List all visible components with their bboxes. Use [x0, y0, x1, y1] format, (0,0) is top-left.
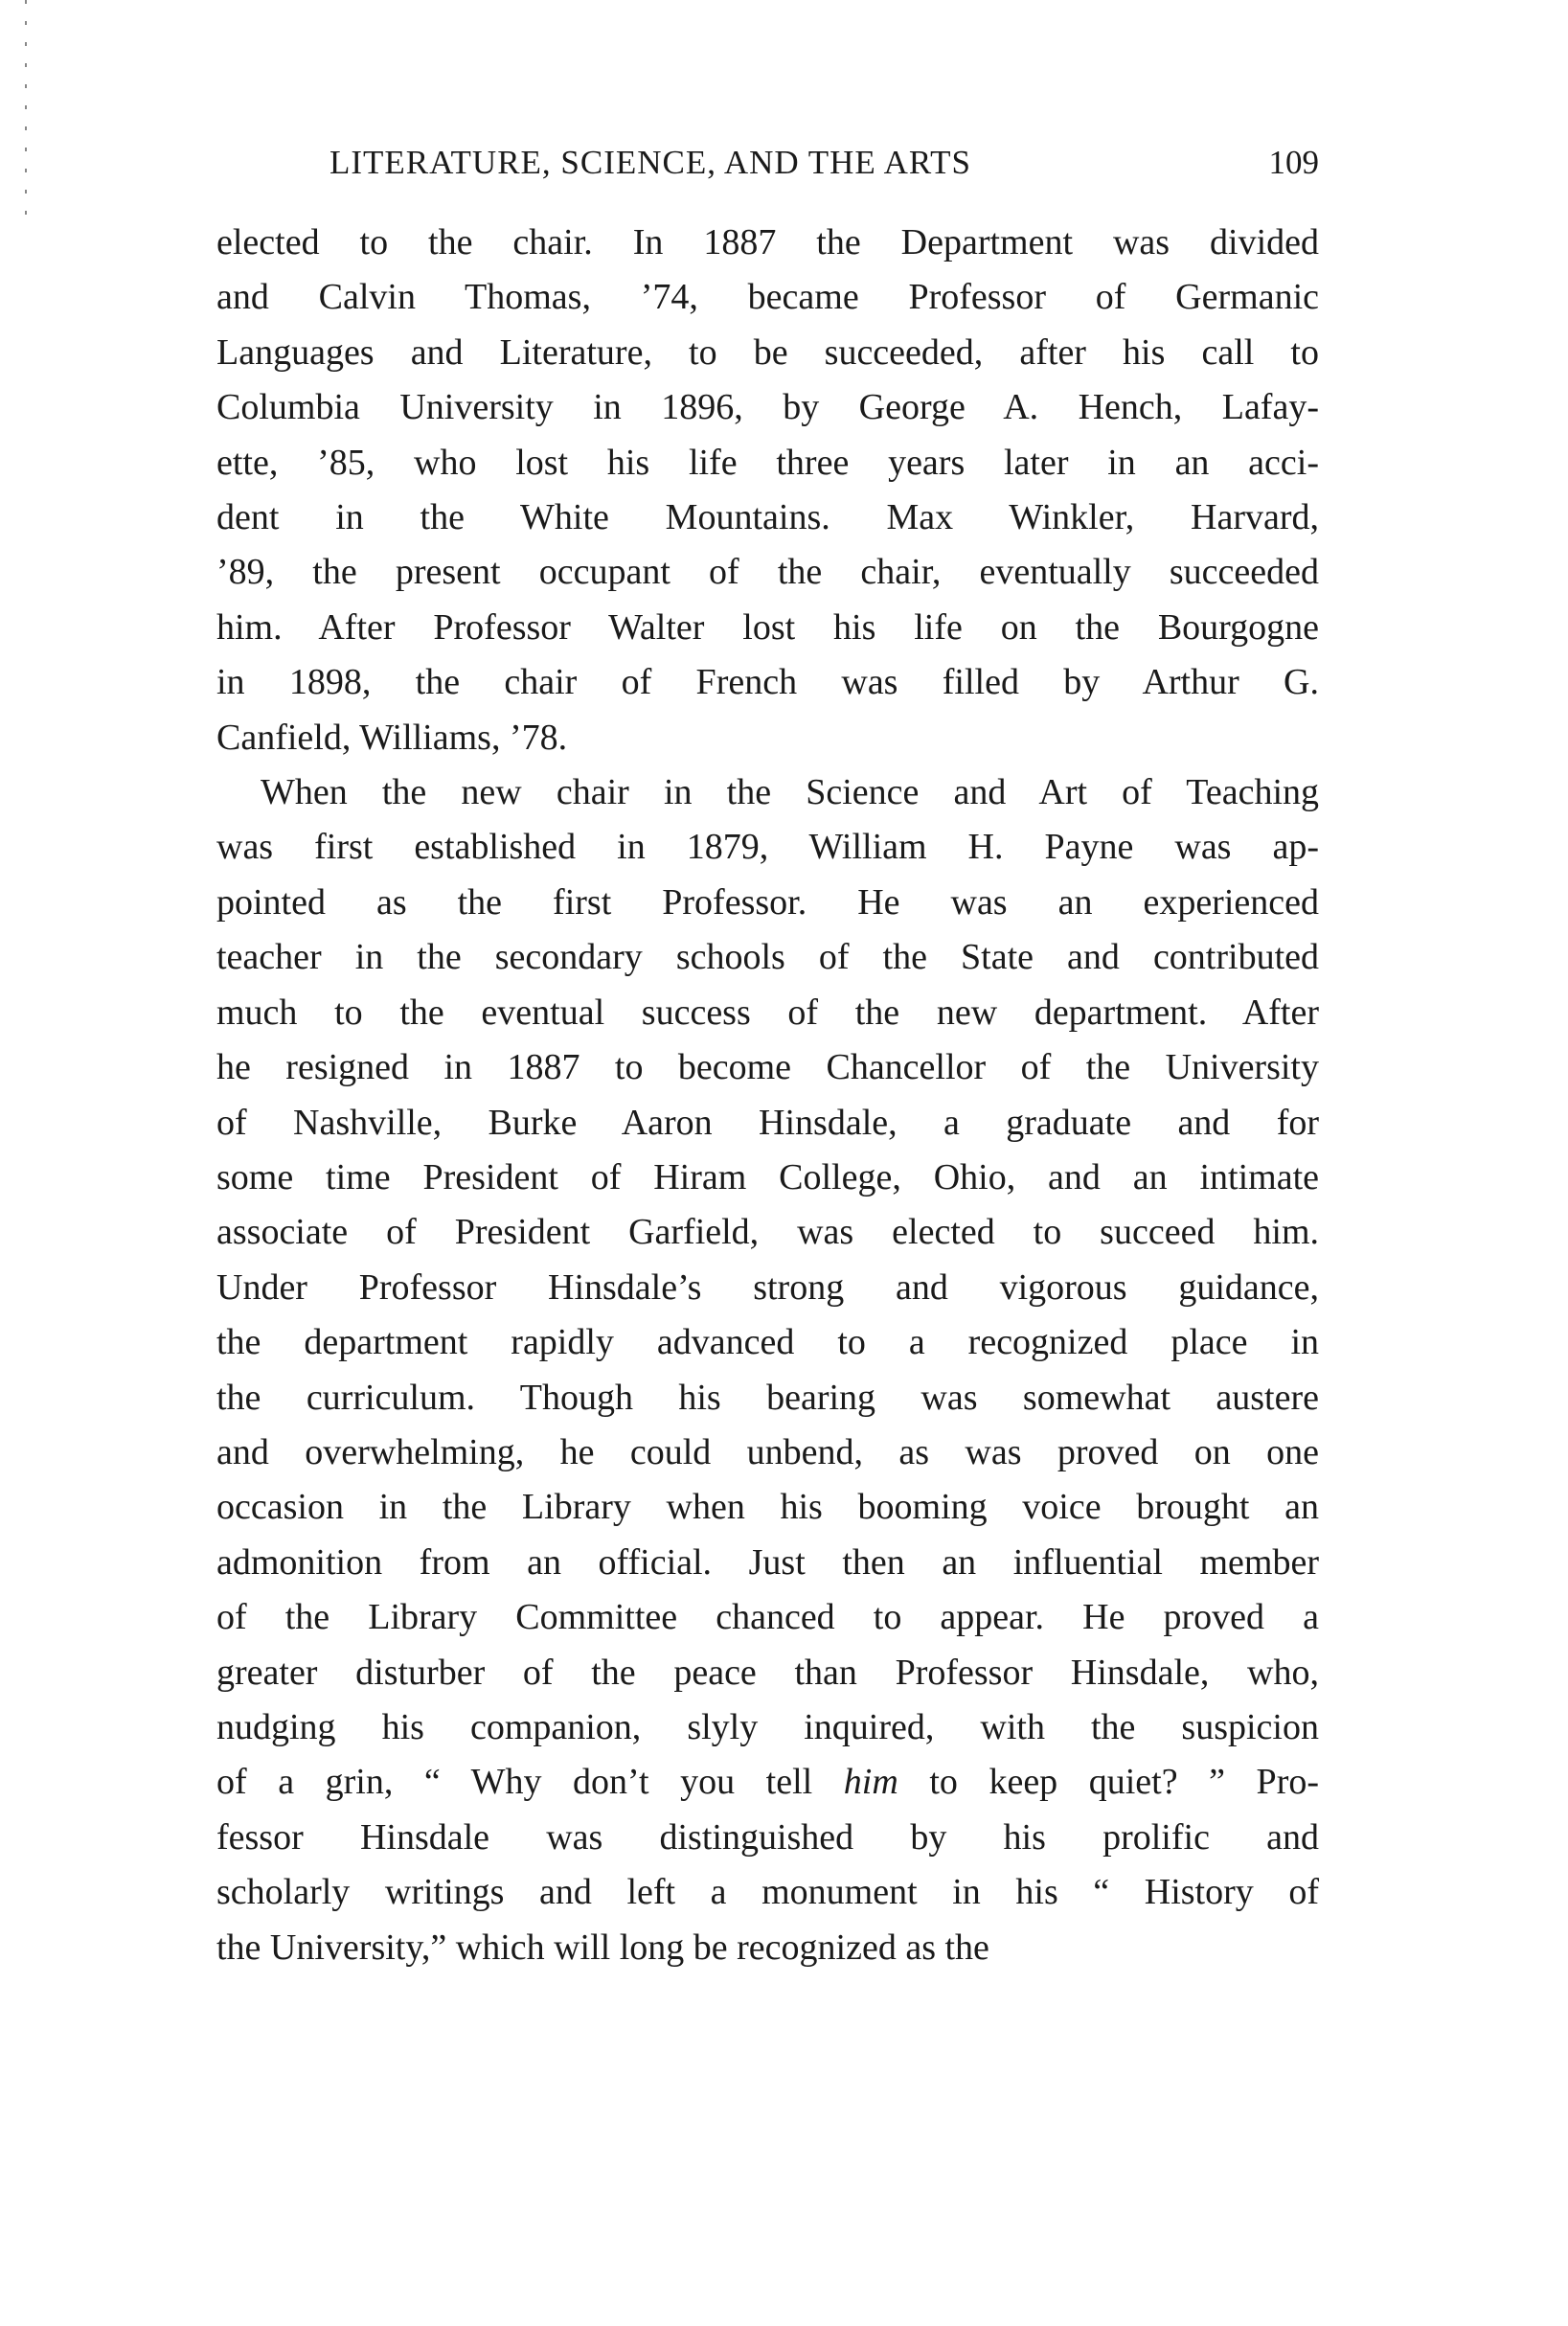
text-line: Canfield, Williams, ’78. — [216, 717, 568, 758]
text-line: of the Library Committee chanced to appear. He proved a — [216, 1597, 1319, 1638]
text-line: nudging his companion, slyly inquired, with the suspicion — [216, 1706, 1319, 1747]
text-line: him. After Professor Walter lost his life on the Bourgogne — [216, 606, 1319, 648]
text-line — [216, 1755, 1319, 1810]
text-segment: of a grin, “ Why don’t you tell — [216, 1762, 844, 1803]
text-line: greater disturber of the peace than Professor Hinsdale, who, — [216, 1652, 1319, 1693]
running-header — [216, 144, 1319, 192]
text-line: much to the eventual success of the new department. After — [216, 992, 1319, 1033]
text-line: ’89, the present occupant of the chair, eventually succeeded — [216, 552, 1319, 593]
paragraph — [216, 765, 1319, 1975]
text-segment: to keep quiet? ” Pro- — [898, 1762, 1319, 1803]
paragraph — [216, 216, 1319, 765]
text-line: fessor Hinsdale was distinguished by his prolific and — [216, 1816, 1319, 1858]
page-number: 109 — [1268, 144, 1319, 181]
text-line: teacher in the secondary schools of the State and contributed — [216, 937, 1319, 978]
text-line: the curriculum. Though his bearing was somewhat austere — [216, 1377, 1319, 1418]
text-line: scholarly writings and left a monument in his “ History of — [216, 1872, 1319, 1913]
text-line: ette, ’85, who lost his life three years later in an acci- — [216, 442, 1319, 483]
italic-emphasis: him — [843, 1762, 898, 1803]
text-line: he resigned in 1887 to become Chancellor of the University — [216, 1047, 1319, 1088]
text-line: Under Professor Hinsdale’s strong and vigorous guidance, — [216, 1266, 1319, 1308]
text-line: pointed as the first Professor. He was an experienced — [216, 881, 1319, 923]
text-line: Languages and Literature, to be succeeded, after his call to — [216, 331, 1319, 373]
text-line: the department rapidly advanced to a recognized place in — [216, 1322, 1319, 1363]
text-line: of Nashville, Burke Aaron Hinsdale, a graduate and for — [216, 1102, 1319, 1143]
scan-edge-mark — [25, 0, 27, 230]
text-line: some time President of Hiram College, Ohio, and an intimate — [216, 1156, 1319, 1197]
page-body — [216, 216, 1319, 1975]
running-header-title: LITERATURE, SCIENCE, AND THE ARTS — [330, 144, 971, 181]
text-line: admonition from an official. Just then an influential member — [216, 1541, 1319, 1583]
text-line: was first established in 1879, William H. Payne was ap- — [216, 827, 1319, 868]
text-line: associate of President Garfield, was elected to succeed him. — [216, 1212, 1319, 1253]
text-line: the University,” which will long be recognized as the — [216, 1927, 989, 1968]
text-line: dent in the White Mountains. Max Winkler, Harvard, — [216, 497, 1319, 538]
text-line: elected to the chair. In 1887 the Department was divided — [216, 222, 1319, 262]
text-line: occasion in the Library when his booming voice brought an — [216, 1487, 1319, 1528]
text-line: When the new chair in the Science and Art of Teaching — [261, 772, 1319, 813]
text-line: Columbia University in 1896, by George A. Hench, Lafay- — [216, 387, 1319, 428]
text-line: and Calvin Thomas, ’74, became Professor of Germanic — [216, 277, 1319, 318]
text-line: and overwhelming, he could unbend, as was proved on one — [216, 1431, 1319, 1472]
text-line: in 1898, the chair of French was filled by Arthur G. — [216, 662, 1319, 703]
